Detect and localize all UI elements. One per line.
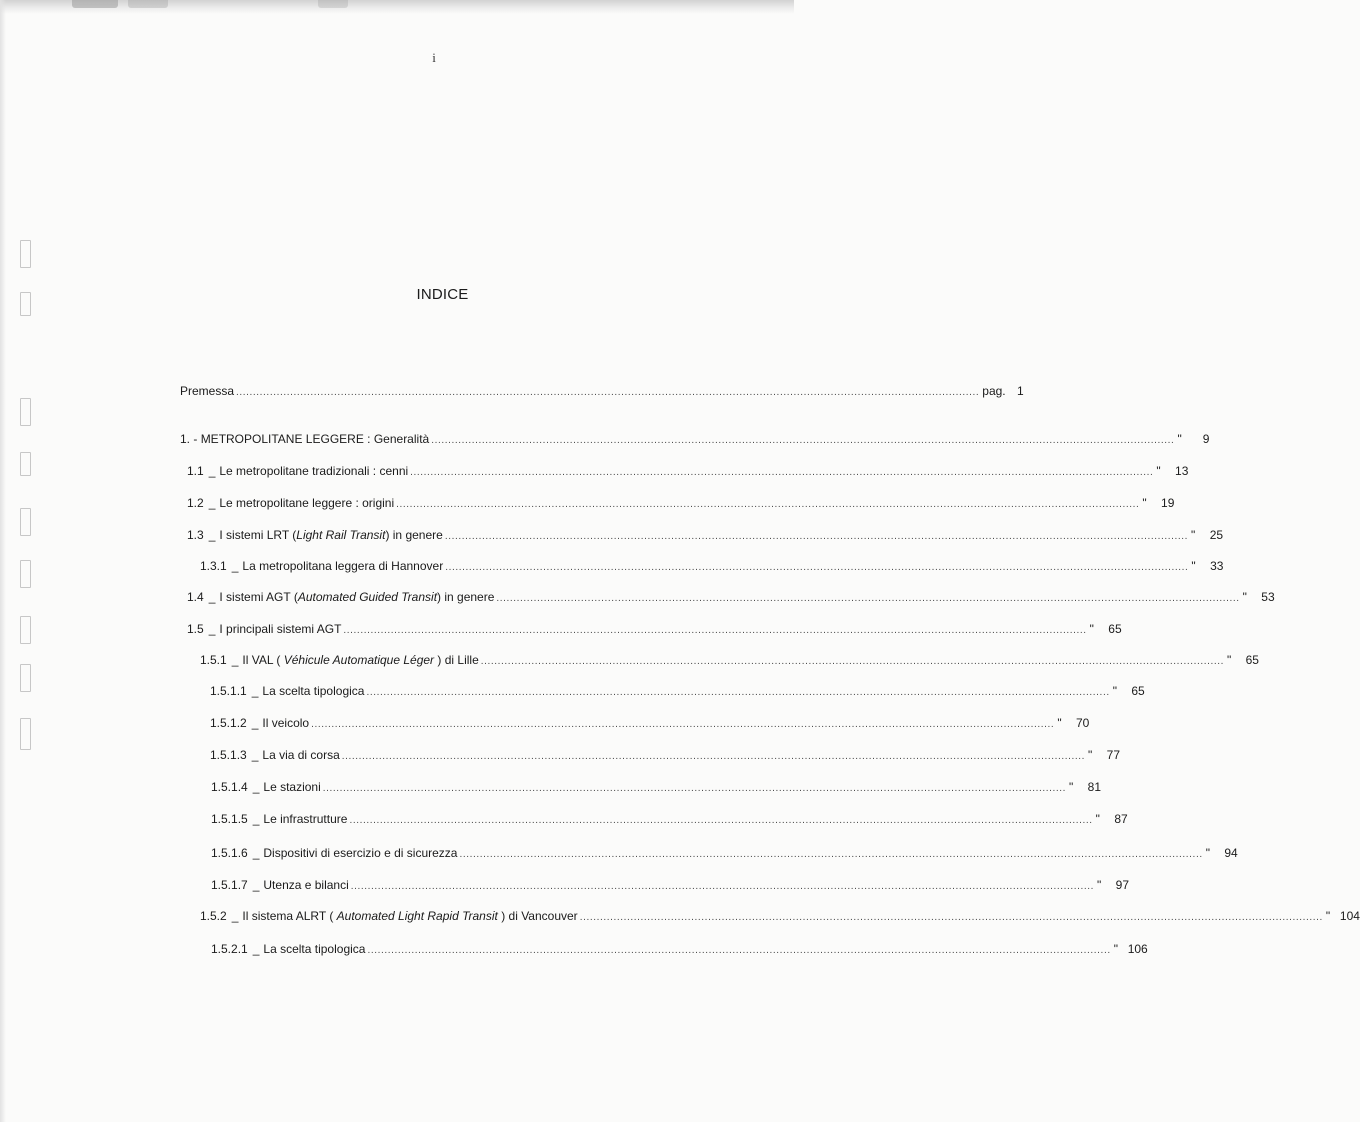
toc-entry-separator: _ [251,748,259,762]
toc-entry-title-part: Utenza e bilanci [263,878,349,892]
toc-page-number: 1 [1016,384,1024,398]
toc-page-number: 81 [1087,780,1101,794]
toc-page-prefix: " [1242,590,1247,604]
toc-entry-title-part: Le metropolitane tradizionali : cenni [219,464,409,478]
toc-page-number: 77 [1106,748,1120,762]
margin-mark [20,452,31,476]
toc-entry-number: 1.5.1.5 [211,812,248,826]
toc-entry-separator: _ [208,496,216,510]
toc-entry-number: 1.5.1.1 [210,684,247,698]
toc-leader-dots: ............................................................................................................................................................................................................................ [445,562,1189,573]
toc-entry-number: 1.1 [187,464,204,478]
toc-page-prefix: " [1057,716,1062,730]
toc-leader-dots: ............................................................................................................................................................................................................................ [341,751,1085,762]
toc-page-number: 13 [1175,464,1189,478]
toc-page-prefix: " [1089,622,1094,636]
toc-entry-page [1177,432,1209,447]
toc-entry [211,812,1128,828]
toc-entry-page [1326,909,1360,924]
toc-entry-number: 1.3.1 [200,559,227,573]
margin-mark [20,240,31,268]
scan-smudge [72,0,118,8]
toc-leader-dots: ............................................................................................................................................................................................................................ [444,531,1189,542]
toc-entry-title [180,384,234,399]
toc-page-prefix: " [1325,909,1331,923]
scan-top-edge [0,0,794,14]
toc-leader-dots: ............................................................................................................................................................................................................................ [396,499,1140,510]
toc-entry-page [1096,812,1128,827]
toc-entry-title-part: Véhicule Automatique Léger [283,653,435,667]
toc-entry-title [263,812,347,827]
toc-entry-title [263,878,348,893]
toc-entry-page [1069,780,1101,795]
toc-entry-page [1097,878,1129,893]
page-title: INDICE [416,286,469,303]
toc-entry-separator: _ [252,780,260,794]
toc-page-number: 65 [1108,622,1122,636]
toc-entry-title-part: ) in genere [385,528,443,542]
toc-entry-number: 1.4 [187,590,204,604]
toc-entry-page [1227,653,1259,668]
toc-entry-title-part: La scelta tipologica [263,942,366,956]
margin-mark [20,398,31,426]
toc-entry-page [1113,684,1145,699]
toc-entry [211,846,1238,862]
toc-page-prefix: " [1142,496,1147,510]
toc-entry-number: 1.5.1 [200,653,227,667]
toc-page-prefix: " [1191,528,1196,542]
toc-entry-separator: _ [208,528,216,542]
toc-page-number: 65 [1245,653,1259,667]
toc-page-number: 70 [1075,716,1090,730]
toc-entry-title [262,684,364,699]
toc-entry-separator: _ [208,464,216,478]
toc-entry-title-part: Premessa [180,384,235,398]
toc-entry [180,432,1210,448]
toc-entry [210,748,1120,764]
toc-page-prefix: " [1097,878,1102,892]
toc-page-number: 94 [1224,846,1238,860]
margin-mark [20,508,31,536]
toc-page-number: 106 [1127,942,1148,956]
toc-entry-title-part: La scelta tipologica [262,684,365,698]
toc-entry-title-part: Le infrastrutture [263,812,348,826]
toc-page-number: 65 [1131,684,1145,698]
toc-entry-title-part: ) di Lille [434,653,479,667]
toc-entry-title [219,622,341,637]
toc-entry-title-part: Light Rail Transit [296,528,386,542]
toc-leader-dots: ............................................................................................................................................................................................................................ [349,815,1093,826]
margin-mark [20,664,31,692]
toc-entry-page [1156,464,1188,479]
toc-entry [200,559,1224,575]
toc-page-number: 19 [1161,496,1175,510]
toc-entry-title [263,942,365,957]
toc-entry-title-part: Il veicolo [262,716,310,730]
toc-entry-separator: _ [231,653,239,667]
toc-entry [211,780,1101,796]
toc-page-prefix: " [1205,846,1210,860]
toc-leader-dots: ............................................................................................................................................................................................................................ [350,881,1095,892]
toc-entry-title-part: ) in genere [437,590,495,604]
toc-entry-title [219,464,408,479]
toc-entry-title [219,496,394,511]
toc-entry-number: 1.5.1.4 [211,780,248,794]
toc-entry-page [1057,716,1089,731]
toc-entry-number: 1.5.1.2 [210,716,247,730]
toc-entry [210,684,1145,700]
toc-entry-page [1191,559,1223,574]
toc-page-prefix: " [1226,653,1232,667]
scan-left-edge [0,0,6,1122]
toc-entry-page [1142,496,1174,511]
toc-entry-number: 1.3 [187,528,204,542]
toc-entry [187,622,1122,638]
toc-page-prefix: pag. [982,384,1006,398]
toc-page-prefix: " [1095,812,1100,826]
toc-entry [187,464,1189,480]
page-number: i [432,50,436,65]
toc-page-prefix: " [1191,559,1196,573]
toc-entry-title [262,748,339,763]
toc-entry [180,384,1024,400]
toc-entry-page [982,384,1023,399]
toc-leader-dots: ............................................................................................................................................................................................................................ [496,593,1240,604]
toc-page-number: 104 [1339,909,1360,923]
toc-entry-separator: _ [251,716,259,730]
toc-entry-separator: _ [252,878,260,892]
scan-smudge [318,0,348,8]
toc-entry-number: 1. - [180,432,198,446]
margin-mark [20,616,31,644]
toc-entry-page [1090,622,1122,637]
toc-leader-dots: ............................................................................................................................................................................................................................ [410,467,1154,478]
toc-entry-title-part: Automated Light Rapid Transit [336,909,498,923]
toc-entry-title [242,909,577,924]
toc-entry-title-part: METROPOLITANE LEGGERE : Generalità [200,432,430,446]
toc-entry-title [242,559,443,574]
toc-leader-dots: ............................................................................................................................................................................................................................ [459,849,1203,860]
toc-page-prefix: " [1112,684,1117,698]
toc-entry-separator: _ [251,684,259,698]
toc-page-prefix: " [1113,942,1118,956]
toc-entry-title-part: I principali sistemi AGT [219,622,342,636]
toc-entry-title [219,590,494,605]
toc-page-prefix: " [1088,748,1093,762]
toc-leader-dots: ............................................................................................................................................................................................................................ [367,945,1111,956]
scan-smudge [128,0,168,8]
toc-entry-title-part: Le metropolitane leggere : origini [219,496,395,510]
toc-entry-separator: _ [252,846,260,860]
toc-entry [200,909,1360,925]
toc-entry [187,496,1175,512]
toc-entry-title-part: Automated Guided Transit [297,590,438,604]
margin-mark [20,718,31,750]
toc-entry-title [263,780,320,795]
toc-page-number: 53 [1261,590,1275,604]
toc-leader-dots: ............................................................................................................................................................................................................................ [366,687,1110,698]
toc-entry-title-part: Il VAL ( [242,653,284,667]
toc-entry-title-part: ) di Vancouver [497,909,578,923]
toc-entry-number: 1.2 [187,496,204,510]
toc-entry-separator: _ [231,909,239,923]
margin-mark [20,560,31,588]
toc-entry [187,590,1275,606]
toc-entry-page [1243,590,1275,605]
toc-entry [211,942,1148,958]
toc-entry-title [219,528,442,543]
toc-entry-number: 1.5 [187,622,204,636]
toc-entry-title-part: La via di corsa [262,748,340,762]
toc-leader-dots: ............................................................................................................................................................................................................................ [579,912,1323,923]
toc-page-number: 25 [1209,528,1224,542]
toc-entry-page [1206,846,1238,861]
toc-entry-title [262,716,309,731]
toc-entry-page [1114,942,1148,957]
toc-entry-separator: _ [208,590,216,604]
toc-entry-title-part: I sistemi LRT ( [219,528,297,542]
toc-entry-title-part: Le stazioni [263,780,321,794]
toc-leader-dots: ............................................................................................................................................................................................................................ [322,783,1066,794]
toc-entry-title [242,653,478,668]
toc-page-prefix: " [1069,780,1074,794]
toc-leader-dots: ............................................................................................................................................................................................................................ [311,719,1055,730]
toc-entry-page [1088,748,1120,763]
toc-page-number: 33 [1210,559,1224,573]
toc-entry-number: 1.5.1.6 [211,846,248,860]
toc-entry [200,653,1259,669]
toc-entry-separator: _ [252,812,260,826]
toc-leader-dots: ............................................................................................................................................................................................................................ [343,625,1087,636]
toc-entry-separator: _ [252,942,260,956]
toc-page-prefix: " [1177,432,1182,446]
toc-entry-title-part: La metropolitana leggera di Hannover [242,559,444,573]
toc-leader-dots: ............................................................................................................................................................................................................................ [480,656,1224,667]
toc-leader-dots: ............................................................................................................................................................................................................................ [431,435,1175,446]
toc-entry-title-part: Il sistema ALRT ( [242,909,337,923]
toc-entry-title [263,846,457,861]
toc-entry [210,716,1090,732]
toc-entry-page [1191,528,1223,543]
toc-entry-title-part: I sistemi AGT ( [219,590,298,604]
toc-entry-number: 1.5.1.3 [210,748,247,762]
toc-entry-number: 1.5.1.7 [211,878,248,892]
toc-leader-dots: ............................................................................................................................................................................................................................ [236,387,980,398]
toc-page-prefix: " [1156,464,1161,478]
toc-page-number: 9 [1202,432,1210,446]
toc-entry-title-part: Dispositivi di esercizio e di sicurezza [263,846,458,860]
toc-entry [187,528,1224,544]
toc-page-number: 87 [1114,812,1128,826]
toc-entry-separator: _ [231,559,239,573]
toc-entry-number: 1.5.2.1 [211,942,248,956]
toc-entry-separator: _ [208,622,216,636]
toc-entry [211,878,1130,894]
toc-entry-title [201,432,430,447]
toc-entry-number: 1.5.2 [200,909,227,923]
toc-page-number: 97 [1115,878,1130,892]
